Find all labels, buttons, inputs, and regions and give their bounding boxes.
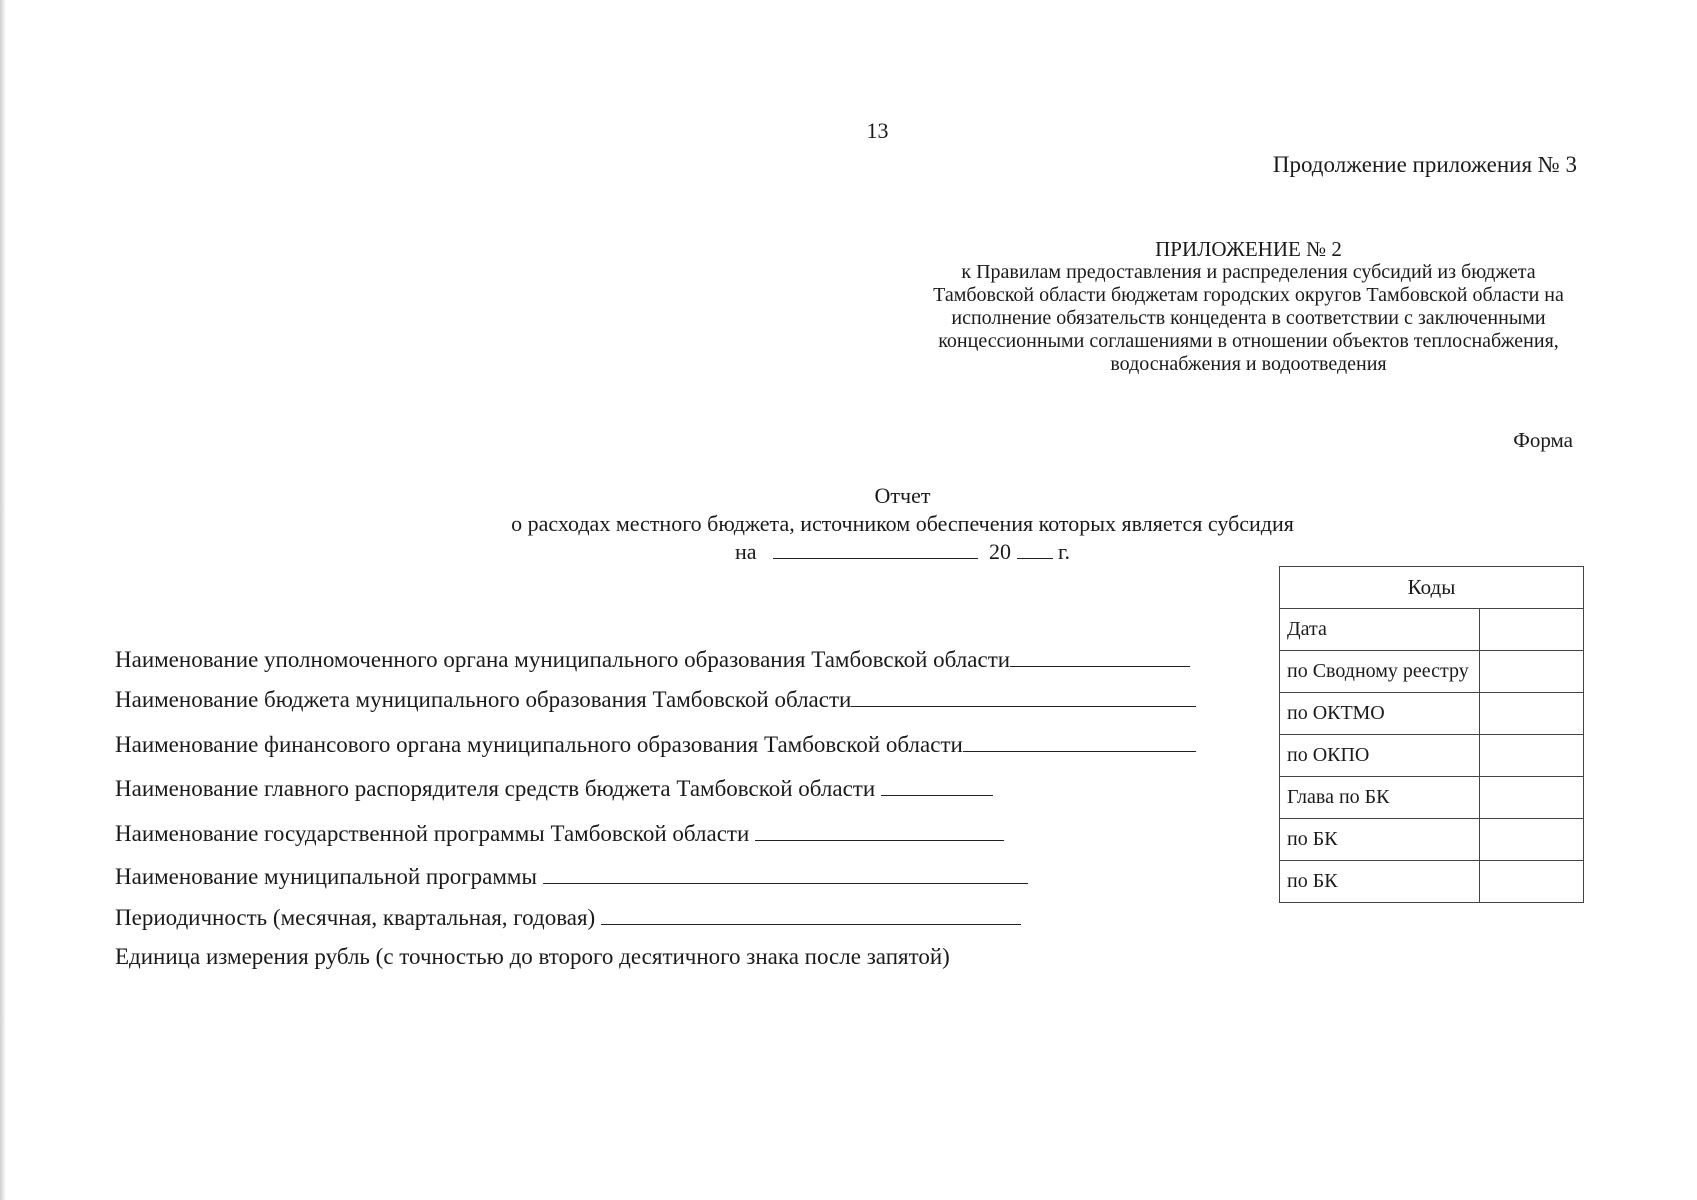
appendix-line: исполнение обязательств концедента в соответствии с заключенными	[951, 307, 1546, 329]
codes-table	[1279, 566, 1584, 903]
code-value-cell[interactable]	[1480, 777, 1584, 819]
code-value-cell[interactable]	[1480, 735, 1584, 777]
code-label: по БК	[1280, 861, 1480, 903]
appendix-line: концессионными соглашениями в отношении объектов теплоснабжения,	[938, 330, 1559, 352]
appendix-line: к Правилам предоставления и распределения субсидий из бюджета	[961, 261, 1536, 283]
report-subtitle: о расходах местного бюджета, источником обеспечения которых является субсидия	[511, 511, 1294, 536]
field-municipal-program	[115, 863, 1028, 890]
field-blank[interactable]	[1010, 646, 1190, 667]
field-authorized-body	[115, 646, 1190, 673]
date-prefix: на	[734, 539, 757, 564]
field-label: Периодичность (месячная, квартальная, годовая)	[115, 905, 596, 930]
field-label: Наименование муниципальной программы	[115, 864, 537, 889]
field-blank[interactable]	[963, 731, 1196, 752]
codes-row	[1280, 609, 1584, 651]
code-value-cell[interactable]	[1480, 861, 1584, 903]
field-label: Наименование уполномоченного органа муниципального образования Тамбовской области	[115, 647, 1011, 672]
appendix-line: Тамбовской области бюджетам городских округов Тамбовской области на	[933, 284, 1564, 306]
field-label: Единица измерения рубль (с точностью до второго десятичного знака после запятой)	[115, 944, 950, 969]
code-value-cell[interactable]	[1480, 651, 1584, 693]
field-financial-body	[115, 731, 1196, 758]
codes-row	[1280, 819, 1584, 861]
field-main-administrator	[115, 775, 993, 802]
date-blank[interactable]	[773, 540, 978, 559]
report-title: Отчет	[874, 483, 931, 508]
appendix-title: ПРИЛОЖЕНИЕ № 2	[1155, 237, 1342, 261]
field-blank[interactable]	[601, 904, 1021, 925]
codes-row	[1280, 735, 1584, 777]
form-label: Форма	[1513, 428, 1573, 452]
appendix-line: водоснабжения и водоотведения	[1110, 353, 1387, 375]
field-blank[interactable]	[881, 775, 993, 796]
year-blank[interactable]	[1017, 540, 1053, 559]
code-label: Дата	[1280, 609, 1480, 651]
field-municipal-budget	[115, 686, 1196, 713]
codes-row	[1280, 693, 1584, 735]
code-label: по ОКТМО	[1280, 693, 1480, 735]
code-value-cell[interactable]	[1480, 693, 1584, 735]
year-suffix: г.	[1058, 539, 1071, 564]
field-label: Наименование государственной программы Тамбовской области	[115, 821, 750, 846]
codes-header-row	[1280, 567, 1584, 609]
codes-row	[1280, 861, 1584, 903]
field-label: Наименование бюджета муниципального образования Тамбовской области	[115, 687, 852, 712]
report-date-line	[400, 538, 1405, 566]
report-heading	[400, 482, 1405, 566]
codes-row	[1280, 651, 1584, 693]
codes-row	[1280, 777, 1584, 819]
field-blank[interactable]	[755, 820, 1004, 841]
code-label: по ОКПО	[1280, 735, 1480, 777]
field-label: Наименование главного распорядителя средств бюджета Тамбовской области	[115, 776, 876, 801]
code-value-cell[interactable]	[1480, 819, 1584, 861]
field-blank[interactable]	[851, 686, 1196, 707]
code-value-cell[interactable]	[1480, 609, 1584, 651]
codes-header: Коды	[1280, 567, 1584, 609]
field-state-program	[115, 820, 1004, 847]
scan-edge	[0, 0, 5, 1200]
field-label: Наименование финансового органа муниципального образования Тамбовской области	[115, 732, 963, 757]
code-label: по БК	[1280, 819, 1480, 861]
field-blank[interactable]	[543, 863, 1028, 884]
field-periodicity	[115, 904, 1021, 931]
code-label: Глава по БК	[1280, 777, 1480, 819]
code-label: по Сводному реестру	[1280, 651, 1480, 693]
year-prefix: 20	[989, 539, 1011, 564]
page-number: 13	[866, 118, 889, 143]
appendix-block	[880, 238, 1617, 376]
continuation-label: Продолжение приложения № 3	[1272, 152, 1577, 177]
field-unit	[115, 944, 950, 970]
